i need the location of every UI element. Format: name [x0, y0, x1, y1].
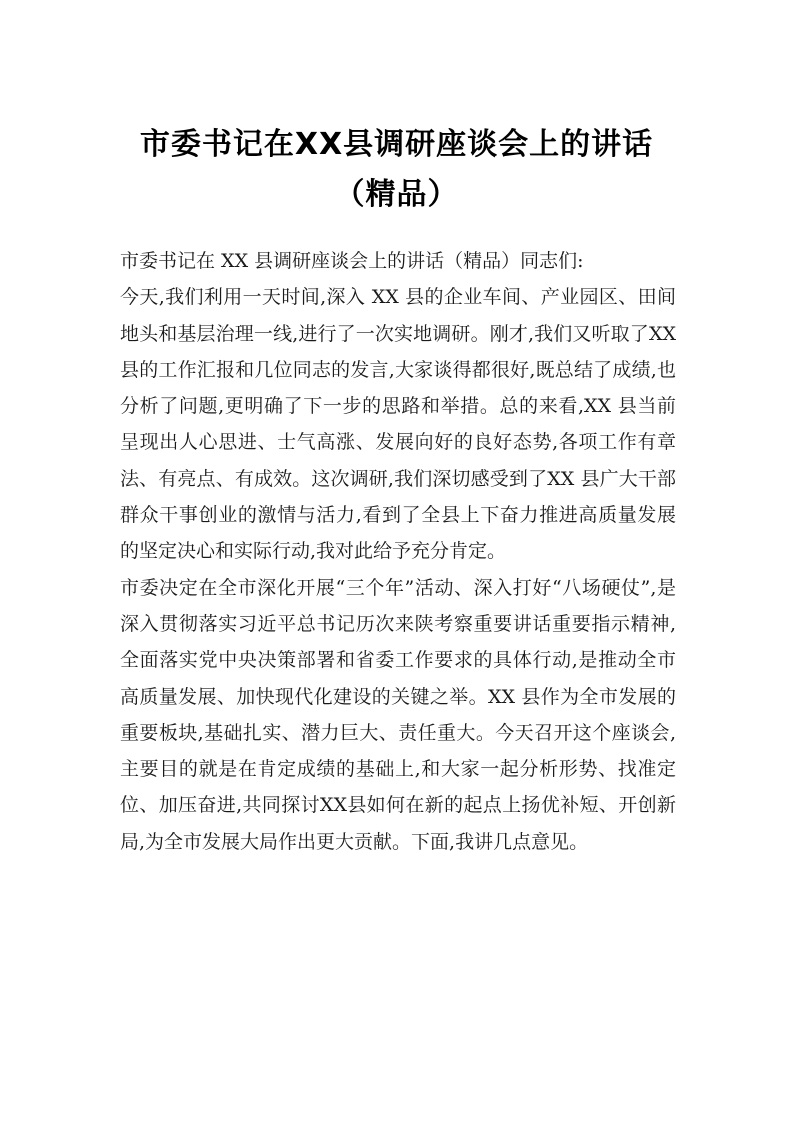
paragraph-meeting-purpose: 市委决定在全市深化开展“三个年”活动、深入打好“八场硬仗”,是深入贯彻落实习近平总书记历次来陕考察重要讲话重要指示精神,全面落实党中央决策部署和省委工作要求的具体行动,是推动全市高质量发展、加快现代化建设的关键之举。XX 县作为全市发展的重要板块,基础扎实、潜力巨大、责任重大。今天召开这个座谈会,主要目的就是在肯定成绩的基础上,和大家一起分析形势、找准定位、加压奋进,共同探讨XX县如何在新的起点上扬优补短、开创新局,为全市发展大局作出更大贡献。下面,我讲几点意见。 [120, 576, 676, 853]
paragraph-research-summary: 今天,我们利用一天时间,深入 XX 县的企业车间、产业园区、田间地头和基层治理一线,进行了一次实地调研。刚才,我们又听取了XX 县的工作汇报和几位同志的发言,大家谈得都很好,既总结了成绩,也分析了问题,更明确了下一步的思路和举措。总的来看,XX 县当前呈现出人心思进、士气高涨、发展向好的良好态势,各项工作有章法、有亮点、有成效。这次调研,我们深切感受到了XX 县广大干部群众干事创业的激情与活力,看到了全县上下奋力推进高质量发展的坚定决心和实际行动,我对此给予充分肯定。 [120, 286, 676, 563]
document-title: 市委书记在XX县调研座谈会上的讲话（精品） [139, 127, 654, 212]
paragraph-salutation: 市委书记在 XX 县调研座谈会上的讲话（精品）同志们: [120, 250, 584, 272]
document-body [120, 243, 676, 860]
